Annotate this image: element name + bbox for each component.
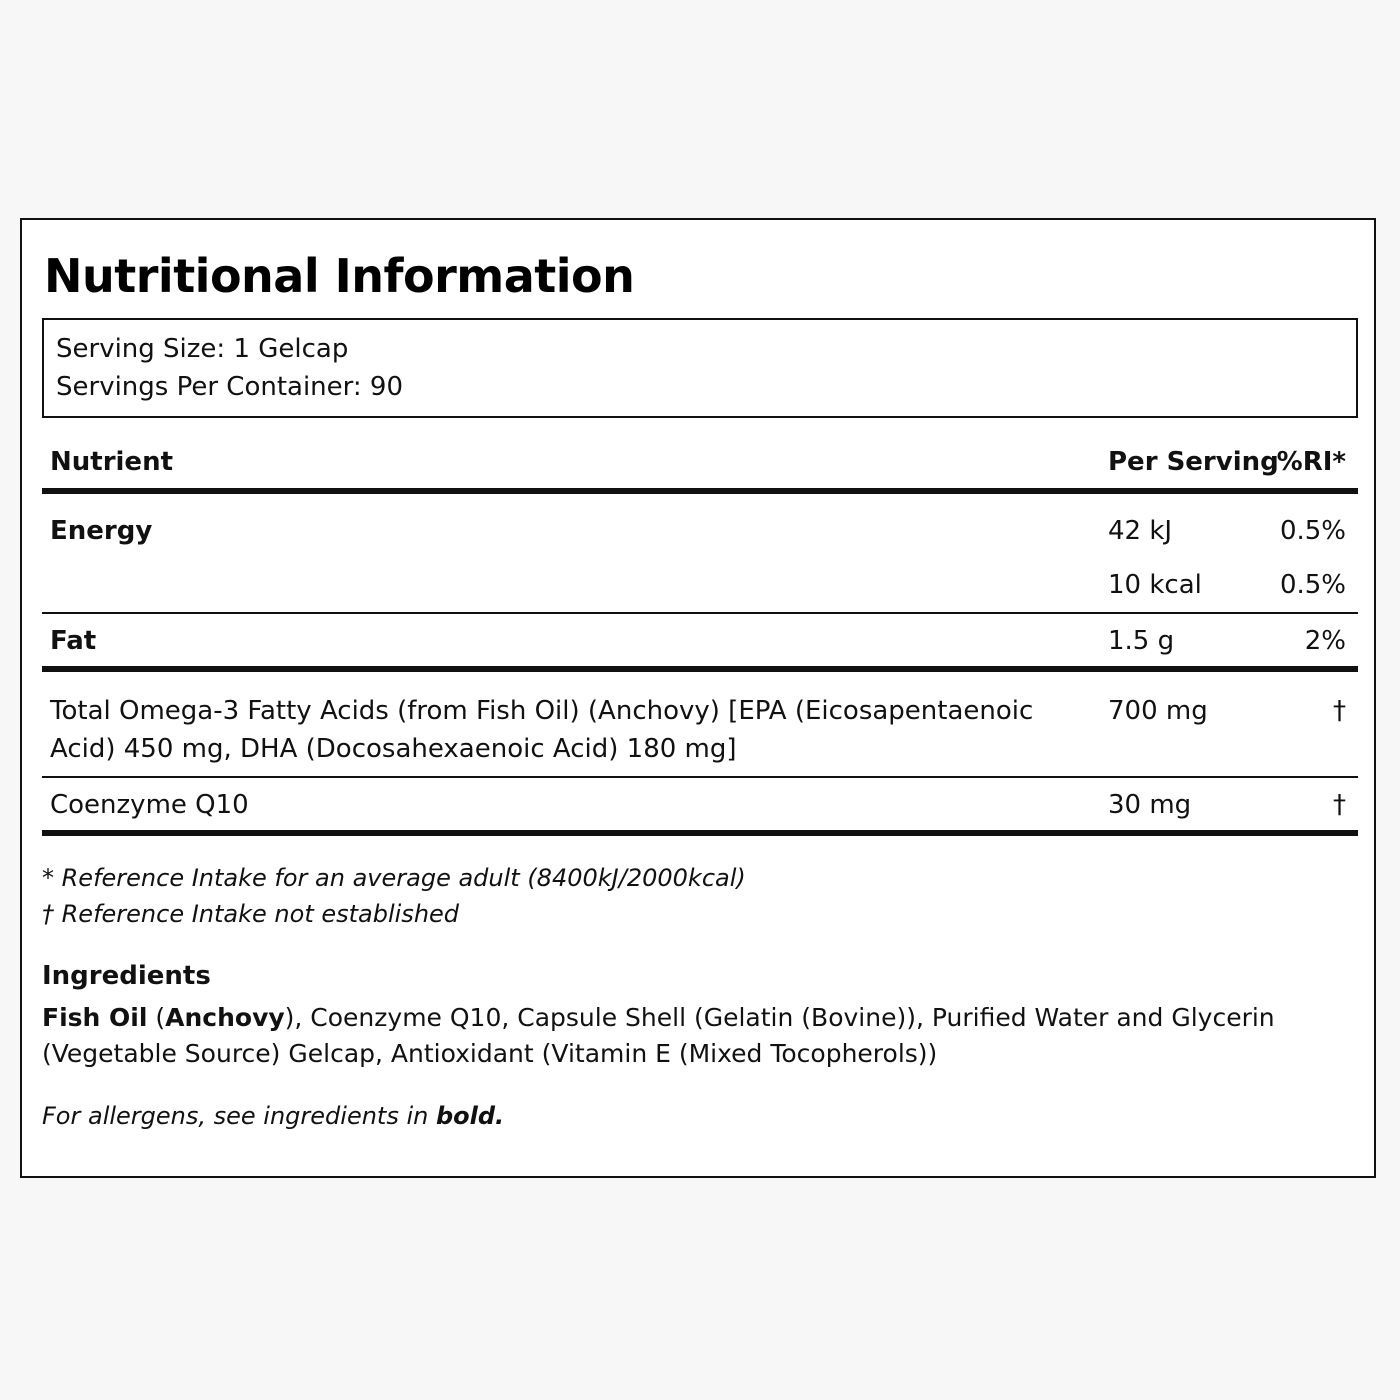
allergen-note-bold: bold. <box>435 1102 505 1130</box>
energy-kcal-ri: 0.5% <box>1279 570 1346 600</box>
omega3-amount: 700 mg <box>1108 696 1208 726</box>
fat-amount: 1.5 g <box>1108 626 1175 656</box>
header-nutrient: Nutrient <box>50 447 174 477</box>
fat-ri: 2% <box>1304 626 1346 656</box>
energy-kj: 42 kJ <box>1108 516 1173 546</box>
serving-size: Serving Size: 1 Gelcap <box>56 334 349 364</box>
ingredients-title: Ingredients <box>42 961 211 991</box>
allergen-anchovy: Anchovy <box>165 1003 285 1032</box>
nutrition-panel <box>20 218 1376 1178</box>
header-ri: %RI* <box>1276 447 1346 477</box>
table-bottom-divider <box>42 830 1358 836</box>
row-divider <box>42 612 1358 614</box>
coq10-amount: 30 mg <box>1108 790 1192 820</box>
section-divider <box>42 666 1358 672</box>
nutrient-omega3-line2: Acid) 450 mg, DHA (Docosahexaenoic Acid) 180 mg] <box>50 734 737 764</box>
ingredients-text <box>42 1000 1342 1072</box>
servings-per-container: Servings Per Container: 90 <box>56 372 404 402</box>
footnote-ri: * Reference Intake for an average adult (8400kJ/2000kcal) <box>42 864 746 892</box>
nutrient-coq10: Coenzyme Q10 <box>50 790 249 820</box>
allergen-note <box>42 1098 504 1134</box>
allergen-fish-oil: Fish Oil <box>42 1003 148 1032</box>
nutrient-energy: Energy <box>50 516 153 546</box>
omega3-ri: † <box>1333 696 1346 726</box>
header-divider <box>42 488 1358 494</box>
ingredients-paren: ( <box>147 1003 166 1032</box>
serving-info-box <box>42 318 1358 418</box>
row-divider <box>42 776 1358 778</box>
page-title: Nutritional Information <box>44 249 635 303</box>
header-per-serving: Per Serving <box>1108 447 1279 477</box>
nutrient-fat: Fat <box>50 626 97 656</box>
allergen-note-text: For allergens, see ingredients in <box>42 1102 436 1130</box>
nutrient-omega3-line1: Total Omega-3 Fatty Acids (from Fish Oil) (Anchovy) [EPA (Eicosapentaenoic <box>50 696 1034 726</box>
footnote-dagger: † Reference Intake not established <box>42 900 460 928</box>
ingredients-rest: ), Coenzyme Q10, Capsule Shell (Gelatin (Bovine)), Purified Water and Glycerin (Vegetable Source) Gelcap, Antioxidant (Vitamin E (Mixed Tocopherols)) <box>42 1003 1275 1068</box>
coq10-ri: † <box>1333 790 1346 820</box>
energy-kcal: 10 kcal <box>1108 570 1202 600</box>
energy-kj-ri: 0.5% <box>1279 516 1346 546</box>
